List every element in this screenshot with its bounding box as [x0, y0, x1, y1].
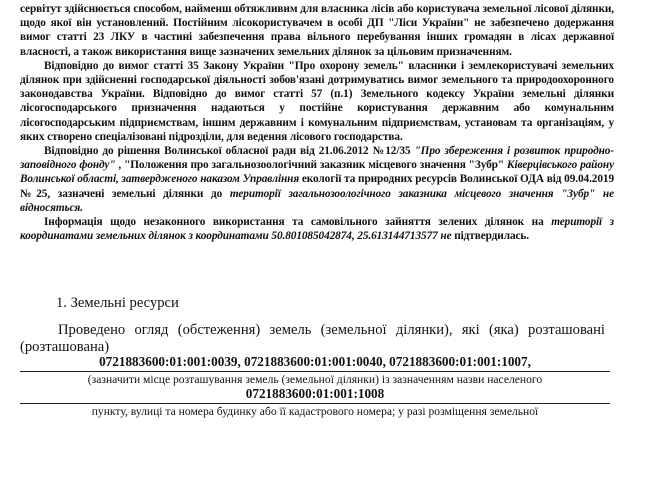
paragraph-coordinates-info [20, 215, 614, 243]
paragraph-servitude: сервітут здійснюється способом, найменш обтяжливим для власника лісів або користувача земельної лісової ділянки, щодо якої він установлений. Постійним лісокористувачем в особі ДП "Ліси України" не забезпечено додержання вимог статті 23 ЛКУ в частині забезпечення права вільного перебування інших громадян в лісах державної власності, а також використання вище зазначених земельних ділянок за цільовим призначенням. [20, 3, 614, 58]
decision-text-b: "Про збереження і розвиток природно-заповідного фонду" [20, 145, 614, 172]
paragraph-volyn-council-decision [20, 144, 614, 215]
decision-text-c: , "Положення про загальнозоологічний заказник місцевого значення "Зубр" [115, 159, 507, 172]
underline-rule-1 [20, 371, 610, 372]
coords-text-c: підтвердилась. [451, 230, 530, 243]
coords-text-b: території з координатами земельних ділянок з координатами 50.801085042874, 25.613144713577 не [20, 216, 614, 243]
decision-text-f: території загальнозоологічного заказника місцевого значення "Зубр" не відносяться. [20, 187, 614, 214]
section-title-land-resources: 1. Земельні ресурси [56, 295, 179, 311]
decision-text-d: Ківерцівського району Волинської області, затвердженого наказом Управління [20, 159, 614, 186]
decision-text-e: екології та природних ресурсів Волинської ОДА від 09.04.2019 №25, зазначені земельні ділянки до [20, 173, 614, 200]
inspection-findings-text [20, 2, 614, 243]
paragraph-land-protection-law: Відповідно до вимог статті 35 Закону України "Про охорону земель" власники і землекористувачі земельних ділянок при здійсненні господарської діяльності зобов'язані дотримуватись вимог земельного та природоохоронного законодавства України. Відповідно до вимог статті 57 (п.1) Земельного кодексу України земельні ділянки лісогосподарського призначення надаються у постійне користування державним або комунальним лісогосподарським підприємствам, іншим державним і комунальним підприємствам, установам та організаціям, у яких створено спеціалізовані підрозділи, для ведення лісового господарства. [20, 59, 614, 143]
inspection-statement [20, 322, 605, 355]
inspection-text: Проведено огляд (обстеження) земель (земельної ділянки), які (яка) розташовані (розташована) [20, 322, 605, 355]
cadastral-numbers-line-2: 0721883600:01:001:1008 [245, 386, 385, 401]
coords-text-a: Інформація щодо незаконного використання та самовільного зайняття зелених ділянок на [44, 216, 552, 229]
decision-text-a: Відповідно до рішення Волинської обласної ради від 21.06.2012 №12/35 [44, 145, 415, 158]
form-hint-location: (зазначити місце розташування земель (земельної ділянки) із зазначенням назви населеного [87, 373, 543, 386]
underline-rule-2 [20, 403, 610, 404]
cadastral-numbers-line-1: 0721883600:01:001:0039, 0721883600:01:001:0040, 0721883600:01:001:1007, [99, 354, 531, 369]
form-hint-address: пункту, вулиці та номера будинку або її кадастрового номера; у разі розміщення земельної [91, 405, 539, 418]
